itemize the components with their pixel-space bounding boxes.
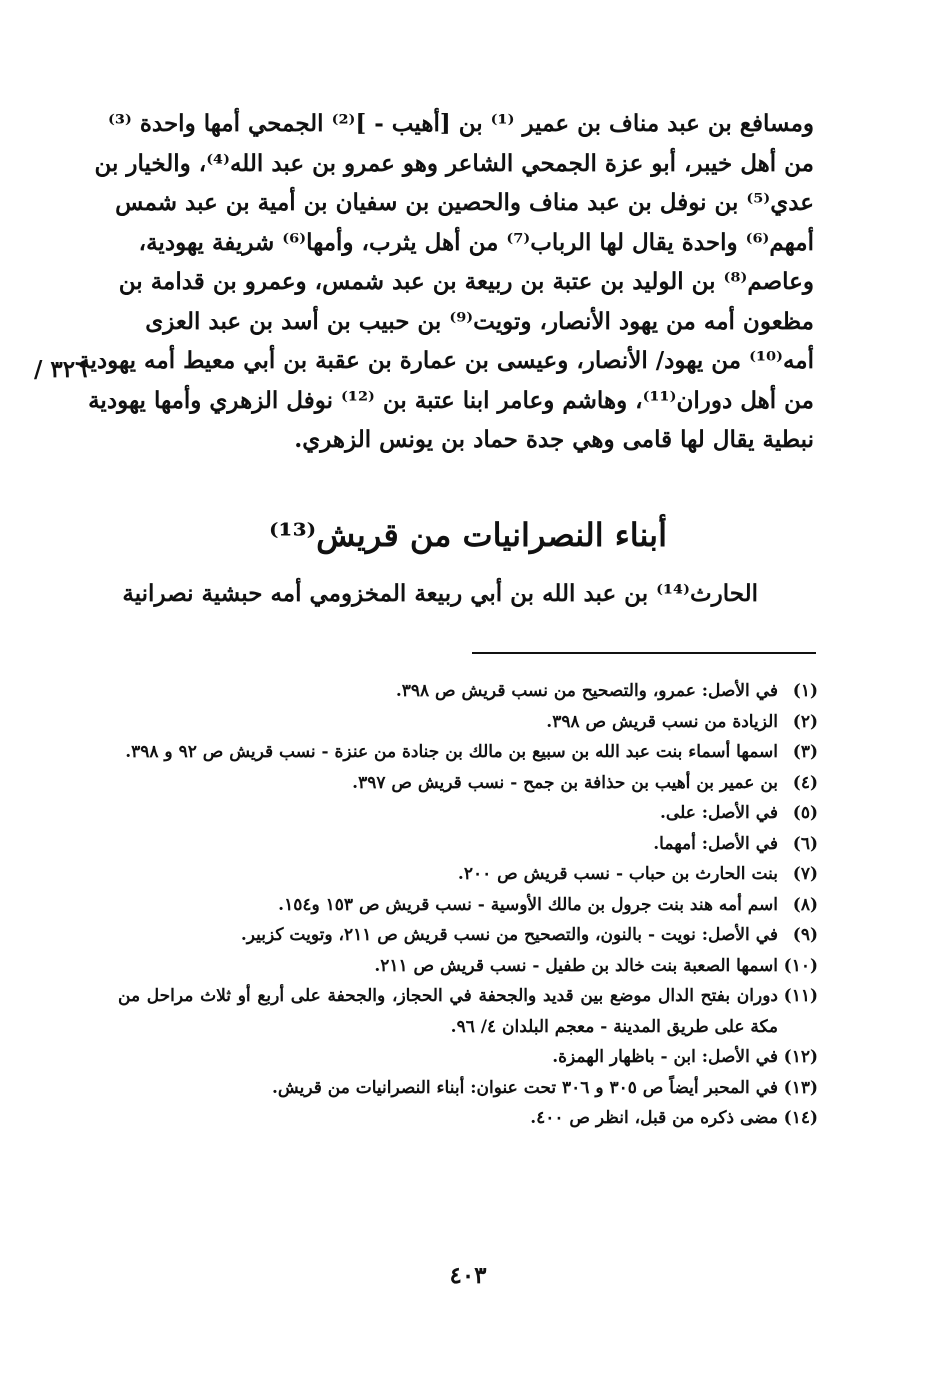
footnote-text: في الأصل: ابن - باظهار الهمزة.	[552, 1047, 778, 1067]
footnote-text: في المحبر أيضاً ص ٣٠٥ و ٣٠٦ تحت عنوان: أبناء النصرانيات من قريش.	[272, 1077, 778, 1098]
footnote-text: بنت الحارث بن حباب - نسب قريش ص ٢٠٠.	[457, 864, 778, 884]
page-number: ٤٠٣	[449, 1262, 487, 1289]
footnote-text: مضى ذكره من قبل، انظر ص ٤٠٠.	[530, 1108, 778, 1128]
footnote-number: (١٢)	[783, 1047, 818, 1067]
footnote-item	[118, 707, 818, 738]
footnote-text: اسم أمه هند بنت جرول بن مالك الأوسية - نسب قريش ص ١٥٣ و١٥٤.	[278, 894, 778, 915]
footnote-item	[118, 1103, 818, 1134]
body-line: مظعون أمه من يهود الأنصار، وتويت⁽⁹⁾ بن حبيب بن أسد بن عبد العزى	[145, 307, 814, 335]
body-line: أمه⁽¹⁰⁾ من يهود/ الأنصار، وعيسى بن عمارة بن عقبة بن أبي معيط أمه يهودية	[78, 347, 814, 374]
footnote-item	[118, 920, 818, 951]
footnote-number: (١٠)	[783, 955, 818, 976]
footnote-text: في الأصل: أمهما.	[653, 833, 778, 854]
footnote-item	[118, 951, 818, 982]
footnote-number: (٢)	[792, 711, 818, 732]
footnote-text: في الأصل: عمرو، والتصحيح من نسب قريش ص ٣٩٨.	[395, 681, 778, 701]
footnote-item	[118, 859, 818, 890]
footnote-text: في الأصل: نويت - بالنون، والتصحيح من نسب قريش ص ٢١١، وتويت كزبير.	[240, 925, 778, 945]
footnote-item	[118, 768, 818, 799]
footnote-item	[118, 676, 818, 707]
footnote-number: (٤)	[792, 772, 818, 793]
margin-page-reference: ٣٢٦ /	[34, 356, 88, 383]
footnote-number: (٩)	[792, 925, 818, 945]
footnote-number: (٨)	[792, 894, 818, 915]
footnote-separator	[472, 652, 816, 654]
footnote-number: (٧)	[792, 864, 818, 884]
footnote-number: (١٤)	[783, 1108, 818, 1128]
footnote-number: (١٣)	[783, 1077, 818, 1098]
footnote-number: (١)	[792, 681, 818, 701]
footnote-text: اسمها أسماء بنت عبد الله بن سبيع بن مالك بن جنادة من عنزة - نسب قريش ص ٩٢ و ٣٩٨.	[125, 742, 778, 762]
footnote-item	[118, 798, 818, 829]
footnote-number: (٦)	[792, 833, 818, 854]
body-line: ومسافع بن عبد مناف بن عمير ⁽¹⁾ بن [أهيب - ]⁽²⁾ الجمحي أمها واحدة ⁽³⁾	[108, 110, 814, 137]
main-text-block	[78, 104, 814, 460]
footnote-number: (١١)	[783, 986, 818, 1006]
section-heading: أبناء النصرانيات من قريش⁽¹³⁾	[269, 516, 667, 554]
footnote-text: في الأصل: على.	[660, 803, 778, 823]
body-line: نبطية يقال لها قامى وهي جدة حماد بن يونس الزهري.	[294, 426, 814, 453]
body-line: عدي⁽⁵⁾ بن نوفل بن عبد مناف والحصين بن سفيان بن أمية بن عبد شمس	[115, 189, 814, 216]
footnote-item	[118, 1073, 818, 1104]
footnote-item	[118, 890, 818, 921]
footnote-item	[118, 829, 818, 860]
footnote-text: دوران بفتح الدال موضع بين قديد والجحفة في الحجاز، والجحفة على أربع أو ثلاث مراحل من مكة على طريق المدينة - معجم البلدان ٤/ ٩٦.	[118, 986, 779, 1037]
footnote-number: (٣)	[792, 742, 818, 762]
footnote-item	[118, 737, 818, 768]
footnote-item	[118, 1042, 818, 1073]
footnote-text: اسمها الصعبة بنت خالد بن طفيل - نسب قريش ص ٢١١.	[374, 955, 778, 976]
section-first-entry: الحارث⁽¹⁴⁾ بن عبد الله بن أبي ربيعة المخزومي أمه حبشية نصرانية	[122, 580, 758, 607]
footnote-item	[118, 981, 818, 1042]
body-line: وعاصم⁽⁸⁾ بن الوليد بن عتبة بن ربيعة بن عبد شمس، وعمرو بن قدامة بن	[118, 268, 814, 295]
body-line: من أهل خيبر، أبو عزة الجمحي الشاعر وهو عمرو بن عبد الله⁽⁴⁾، والخيار بن	[94, 149, 814, 177]
footnote-number: (٥)	[792, 803, 818, 823]
footnote-text: الزيادة من نسب قريش ص ٣٩٨.	[546, 711, 778, 732]
body-line: من أهل دوران⁽¹¹⁾، وهاشم وعامر ابنا عتبة بن ⁽¹²⁾ نوفل الزهري وأمها يهودية	[88, 386, 814, 414]
body-line: أمهم⁽⁶⁾ واحدة يقال لها الرباب⁽⁷⁾ من أهل يثرب، وأمها⁽⁶⁾ شريفة يهودية،	[138, 228, 814, 256]
footnotes-list	[118, 676, 818, 1134]
footnote-text: بن عمير بن أهيب بن حذافة بن جمح - نسب قريش ص ٣٩٧.	[352, 772, 778, 793]
